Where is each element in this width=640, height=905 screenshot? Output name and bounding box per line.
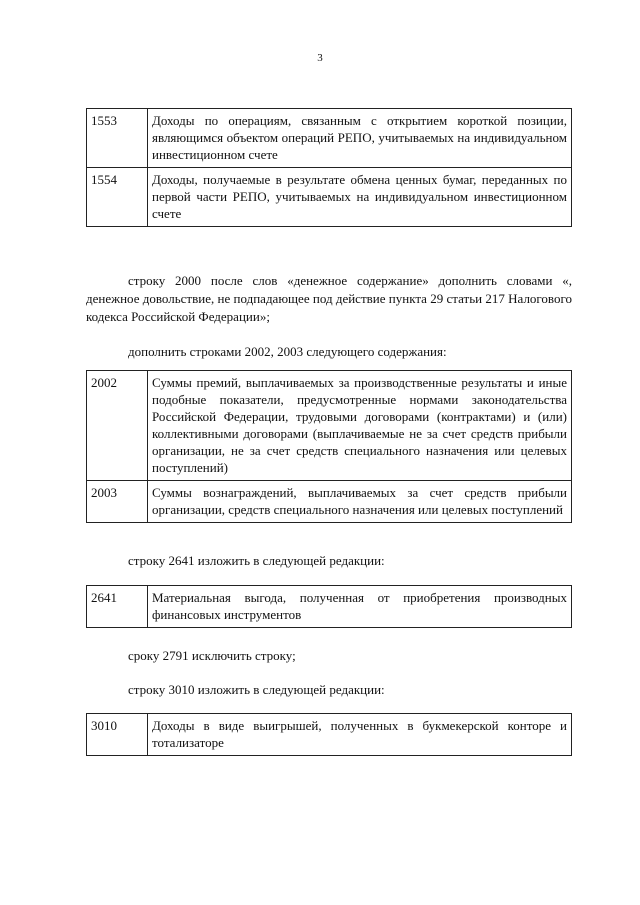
amendment-paragraph-2000: строку 2000 после слов «денежное содержание» дополнить словами «, денежное довольствие, не подпадающее под действие пункта 29 статьи 217 Налогового кодекса Российской Федерации»;	[86, 273, 572, 324]
amendment-paragraph-2641: строку 2641 изложить в следующей редакции:	[128, 553, 385, 568]
table-row	[87, 168, 572, 227]
row-description: Суммы вознаграждений, выплачиваемых за счет средств прибыли организации, средств специального назначения или целевых поступлений	[148, 481, 572, 523]
table-row-2641	[86, 585, 572, 628]
amendment-paragraph-add-rows: дополнить строками 2002, 2003 следующего содержания:	[128, 344, 447, 359]
row-description: Доходы, получаемые в результате обмена ценных бумаг, переданных по первой части РЕПО, учитываемых на индивидуальном инвестиционном счете	[148, 168, 572, 227]
row-code: 3010	[87, 714, 148, 756]
table-row	[87, 481, 572, 523]
row-code: 1553	[87, 109, 148, 168]
row-description: Доходы в виде выигрышей, полученных в букмекерской конторе и тотализаторе	[148, 714, 572, 756]
table-row	[87, 371, 572, 481]
row-code: 2002	[87, 371, 148, 481]
table-row	[87, 109, 572, 168]
row-description: Материальная выгода, полученная от приобретения производных финансовых инструментов	[148, 586, 572, 628]
table-row	[87, 586, 572, 628]
table-rows-1553-1554	[86, 108, 572, 227]
row-description: Доходы по операциям, связанным с открытием короткой позиции, являющимся объектом операций РЕПО, учитываемых на индивидуальном инвестиционном счете	[148, 109, 572, 168]
row-code: 2003	[87, 481, 148, 523]
row-code: 1554	[87, 168, 148, 227]
amendment-paragraph-3010: строку 3010 изложить в следующей редакции:	[128, 682, 385, 697]
amendment-paragraph-2791: сроку 2791 исключить строку;	[128, 648, 296, 663]
page-number: 3	[317, 52, 323, 64]
table-row-3010	[86, 713, 572, 756]
row-code: 2641	[87, 586, 148, 628]
table-row	[87, 714, 572, 756]
table-rows-2002-2003	[86, 370, 572, 523]
row-description: Суммы премий, выплачиваемых за производственные результаты и иные подобные показатели, предусмотренные нормами законодательства Российской Федерации, трудовыми договорами (контрактами) и (или) коллективными договорами (выплачиваемые не за счет средств прибыли организации, не за счет средств специального назначения или целевых поступлений)	[148, 371, 572, 481]
